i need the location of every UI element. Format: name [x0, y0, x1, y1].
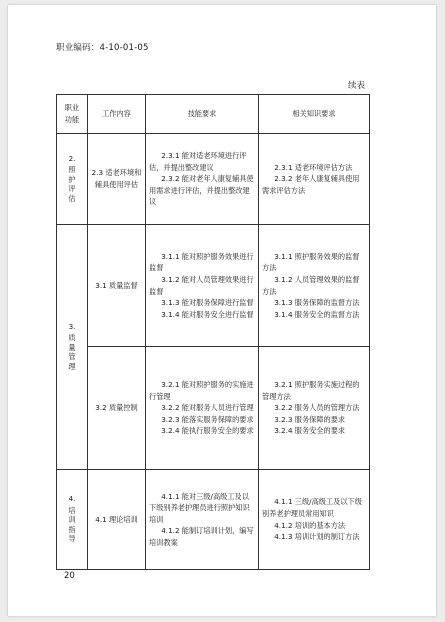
content-cell: 4.1 理论培训 [88, 470, 146, 570]
content-cell: 3.1 质量监督 [88, 225, 146, 347]
function-cell: 2. 照护评估 [57, 134, 88, 225]
continued-label: 续表 [348, 81, 366, 91]
knowledge-cell: 2.3.1 适老环境评估方法 2.3.2 老年人康复辅具使用需求评估方法 [259, 134, 370, 225]
table-row [57, 134, 370, 225]
header-content: 工作内容 [88, 95, 146, 134]
function-cell: 4. 培训指导 [57, 470, 88, 570]
skill-cell: 4.1.1 能对三级/高级工及以下级别养老护理员进行照护知识培训 4.1.2 能制订培训计划，编写培训教案 [146, 470, 259, 570]
knowledge-cell: 3.2.1 照护服务实施过程的管理方法 3.2.2 服务人员的管理方法 3.2.3 服务保障的要求 3.2.4 服务安全的要求 [259, 347, 370, 470]
header-knowledge: 相关知识要求 [259, 95, 370, 134]
header-function: 职业功能 [57, 95, 88, 134]
table-row [57, 347, 370, 470]
function-cell: 3. 质量管理 [57, 225, 88, 470]
table-row [57, 225, 370, 347]
table-header-row [57, 95, 370, 134]
content-cell: 2.3 适老环境和辅具使用评估 [88, 134, 146, 225]
knowledge-cell: 4.1.1 三级/高级工及以下级别养老护理员常用知识 4.1.2 培训的基本方法 4.1.3 培训计划的制订方法 [259, 470, 370, 570]
page-number: 20 [64, 571, 75, 581]
knowledge-cell: 3.1.1 照护服务效果的监督方法 3.1.2 人员管理效果的监督方法 3.1.3 服务保障的监督方法 3.1.4 服务安全的监督方法 [259, 225, 370, 347]
occupation-code: 职业编码：4-10-01-05 [56, 43, 149, 53]
skills-table [56, 94, 370, 570]
header-skill: 技能要求 [146, 95, 259, 134]
skill-cell: 3.2.1 能对照护服务的实施进行管理 3.2.2 能对服务人员进行管理 3.2.3 能落实服务保障的要求 3.2.4 能执行服务安全的要求 [146, 347, 259, 470]
skill-cell: 2.3.1 能对适老环境进行评估，并提出整改建议 2.3.2 能对老年人康复辅具使用需求进行评估，并提出整改建议 [146, 134, 259, 225]
content-cell: 3.2 质量控制 [88, 347, 146, 470]
skill-cell: 3.1.1 能对照护服务效果进行监督 3.1.2 能对人员管理效果进行监督 3.1.3 能对服务保障进行监督 3.1.4 能对服务安全进行监督 [146, 225, 259, 347]
table-row [57, 470, 370, 570]
